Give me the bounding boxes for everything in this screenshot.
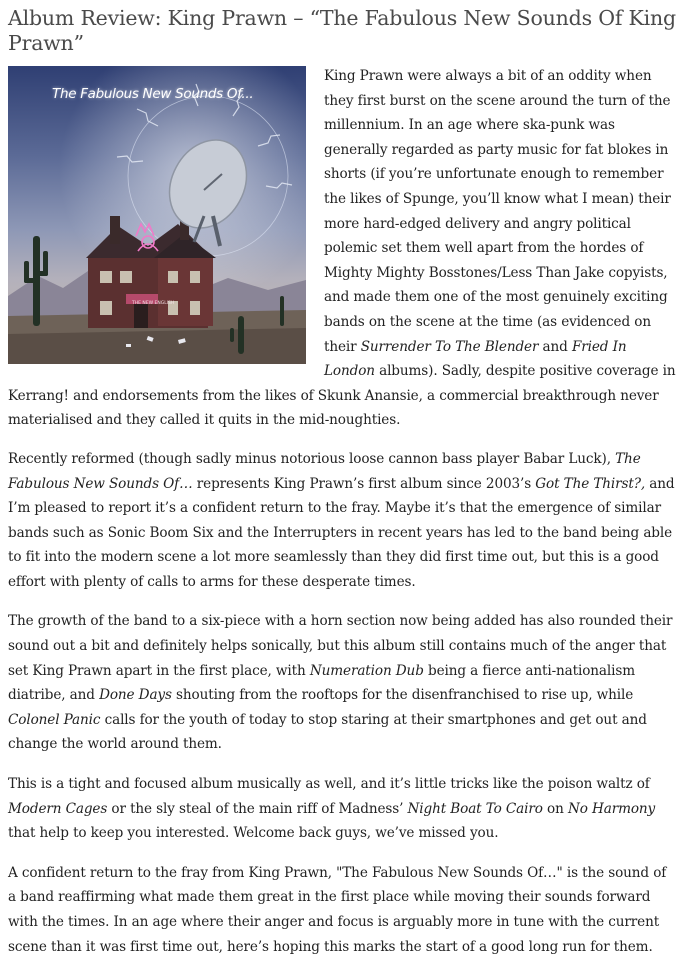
album-name: Fried In London [324, 338, 627, 380]
text-run: that help to keep you interested. Welcome back guys, we’ve missed you. [8, 825, 499, 842]
paragraph-3 [8, 609, 677, 757]
song-name: Done Days [99, 687, 172, 704]
text-run: Recently reformed (though sadly minus notorious loose cannon bass player Babar Luck), [8, 450, 616, 467]
song-name: No Harmony [567, 800, 656, 817]
text-run: or the sly steal of the main riff of Madness’ [107, 800, 408, 817]
album-cover-art [8, 66, 306, 364]
album-cover-sign-text: THE NEW ENGLISH [132, 301, 175, 306]
text-run: This is a tight and focused album musically as well, and it’s little tricks like the poison waltz of [8, 776, 650, 793]
text-run: King Prawn were always a bit of an oddity when they first burst on the scene around the turn of the millennium. In an age where ska-punk was generally regarded as party music for fat blokes in shorts (if you’re unfortunate enough to remember the likes of Spunge, you’ll know what I mean) their more hard-edged delivery and angry political polemic set them well apart from the hordes of Mighty Mighty Bosstones/Less Than Jake copyists, and made them one of the most genuinely exciting bands on the scene at the time (as evidenced on their [324, 68, 671, 355]
text-run: shouting from the rooftops for the disenfranchised to rise up, while [171, 687, 634, 704]
song-name: Numeration Dub [309, 662, 424, 679]
song-name: Colonel Panic [8, 711, 101, 728]
text-run: albums). Sadly, despite positive coverage in Kerrang! and endorsements from the likes of Skunk Anansie, a commercial breakthrough never materialised and they called it quits in the mid-noughties. [8, 363, 676, 429]
song-name: Modern Cages [8, 800, 108, 817]
text-run: calls for the youth of today to stop staring at their smartphones and get out and change the world around them. [8, 711, 647, 753]
paragraph-2 [8, 447, 677, 595]
text-run: on [542, 800, 568, 817]
text-run: being a fierce anti-nationalism diatribe, and [8, 662, 635, 704]
album-name: Got The Thirst?, [535, 475, 646, 492]
text-run: represents King Prawn’s first album since 2003’s [192, 475, 536, 492]
text-run: The growth of the band to a six-piece with a horn section now being added has also rounded their sound out a bit and definitely helps sonically, but this album still contains much of the anger that set King Prawn apart in the first place, with [8, 613, 673, 679]
album-cover-caption: The Fabulous New Sounds Of... [52, 86, 254, 102]
song-name: Night Boat To Cairo [407, 800, 543, 817]
paragraph-5: A confident return to the fray from King Prawn, "The Fabulous New Sounds Of…" is the sound of a band reaffirming what made them great in the first place while moving their sounds forward with the times. In an age where their anger and focus is arguably more in tune with the current scene than it was first time out, here’s hoping this marks the start of a good long run for them. [8, 864, 667, 955]
album-name: Surrender To The Blender [360, 338, 539, 355]
album-cover-image [8, 66, 306, 364]
paragraph-4 [8, 772, 677, 846]
album-name: The Fabulous New Sounds Of… [8, 450, 641, 492]
text-run: and I’m pleased to report it’s a confident return to the fray. Maybe it’s that the emergence of similar bands such as Sonic Boom Six and the Interrupters in recent years has led to the band being able to fit into the modern scene a lot more seamlessly than they did first time out, but this is a good effort with plenty of calls to arms for these desperate times. [8, 475, 675, 590]
text-run: and [538, 338, 572, 355]
article-title: Album Review: King Prawn – “The Fabulous New Sounds Of King Prawn” [8, 6, 676, 55]
